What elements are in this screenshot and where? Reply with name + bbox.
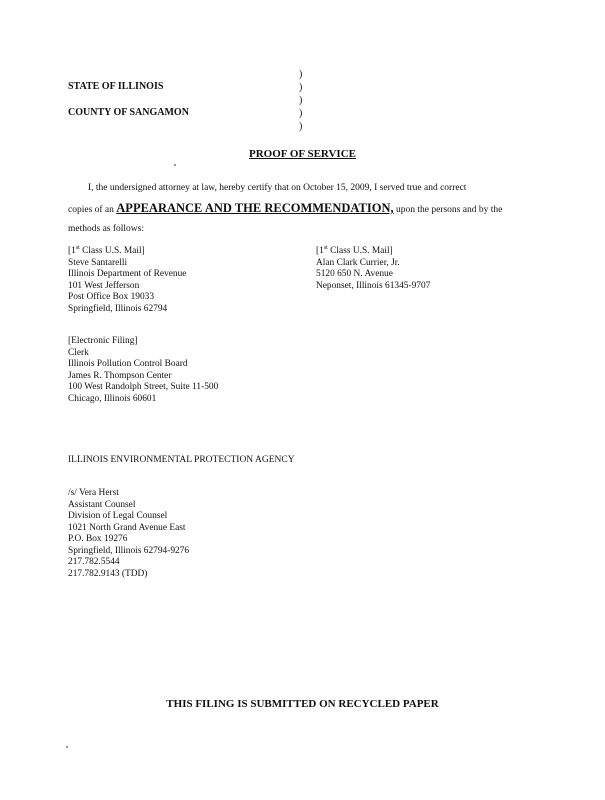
county-caption: COUNTY OF SANGAMON bbox=[68, 107, 189, 118]
scan-speck bbox=[66, 746, 68, 748]
served-document-name: APPEARANCE AND THE RECOMMENDATION, bbox=[116, 201, 394, 215]
caption-bracket: ) ) ) ) ) bbox=[299, 69, 303, 132]
document-title: PROOF OF SERVICE bbox=[249, 148, 356, 160]
service-method-electronic: [Electronic Filing] bbox=[68, 336, 138, 346]
signature: /s/ Vera Herst bbox=[68, 488, 119, 498]
service-recipient-right: [1st Class U.S. Mail] Alan Clark Currier, Jr. 5120 650 N. Avenue Neponset, Illinois 61345-9707 bbox=[316, 245, 431, 291]
signature-block: /s/ Vera Herst Assistant Counsel Division of Legal Counsel 1021 North Grand Avenue East P.O. Box 19276 Springfield, Illinois 62794-9276 217.782.5544 217.782.9143 (TDD) bbox=[68, 488, 190, 579]
service-method-right: [1st Class U.S. Mail] bbox=[316, 245, 393, 257]
certification-line-2: copies of an APPEARANCE AND THE RECOMMENDATION, upon the persons and by the bbox=[68, 201, 503, 215]
service-recipient-electronic: [Electronic Filing] Clerk Illinois Pollution Control Board James R. Thompson Center 100 West Randolph Street, Suite 11-500 Chicago, Illinois 60601 bbox=[68, 336, 219, 404]
service-recipient-left: [1st Class U.S. Mail] Steve Santarelli Illinois Department of Revenue 101 West Jefferson Post Office Box 19033 Springfield, Illinois 62794 bbox=[68, 245, 187, 314]
scan-speck bbox=[174, 164, 176, 166]
agency-name: ILLINOIS ENVIRONMENTAL PROTECTION AGENCY bbox=[68, 455, 295, 465]
certification-line-3: methods as follows: bbox=[68, 224, 144, 234]
recycled-paper-notice: THIS FILING IS SUBMITTED ON RECYCLED PAPER bbox=[166, 698, 439, 710]
state-caption: STATE OF ILLINOIS bbox=[68, 81, 164, 92]
certification-line-1: I, the undersigned attorney at law, hereby certify that on October 15, 2009, I served true and correct bbox=[88, 183, 467, 193]
service-method-left: [1st Class U.S. Mail] bbox=[68, 245, 145, 257]
